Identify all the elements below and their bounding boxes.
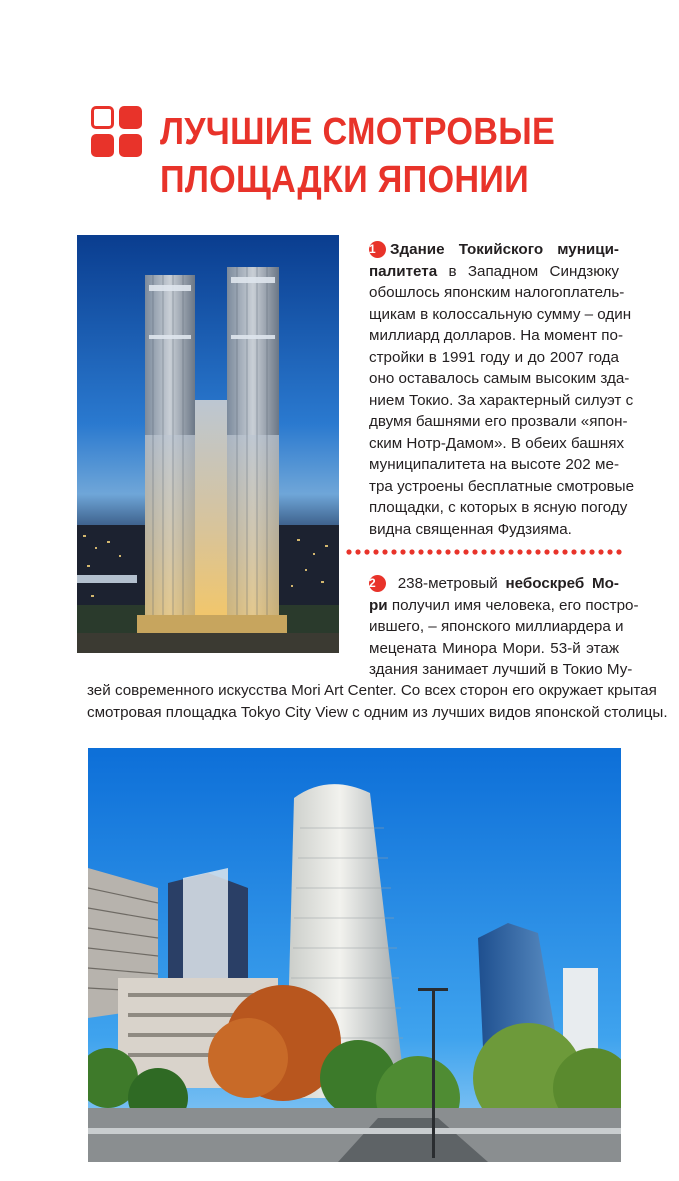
section-2-number-badge: 2 <box>369 575 386 592</box>
section-2-text-run: 238-метровый <box>390 575 506 592</box>
photo-tokyo-government-building <box>77 235 339 653</box>
section-1-heading-end: палитета <box>369 262 438 280</box>
page-title <box>160 108 630 204</box>
section-1-number-badge: 1 <box>369 241 386 258</box>
section-1-line <box>369 261 619 283</box>
section-2-line: мецената Минора Мори. 53-й этаж <box>369 639 619 657</box>
section-2-text <box>369 573 639 681</box>
section-2-line: смотровая площадка Tokyo City View с одним из лучших видов японской столицы. <box>87 703 668 721</box>
section-logo-icon <box>91 106 143 158</box>
section-2-text-wide <box>87 680 668 723</box>
section-1-heading: Здание Токийского муници- <box>390 241 619 258</box>
section-1-text <box>369 239 635 540</box>
section-2-line: зей современного искусства Mori Art Center. Со всех сторон его окружает крытая <box>87 682 657 699</box>
section-2-line: здания занимает лучший в Токио Му- <box>369 661 633 678</box>
section-1-line: щикам в колоссальную сумму – один <box>369 305 632 323</box>
section-2-heading: небоскреб Мо- <box>505 575 619 592</box>
section-1-line: обошлось японским налогоплатель- <box>369 284 625 301</box>
section-1-line: миллиард долларов. На момент по- <box>369 327 624 344</box>
dotted-divider <box>345 548 625 556</box>
section-2-text-run: получил имя человека, его постро- <box>387 596 639 614</box>
section-2-line <box>369 573 619 595</box>
section-1-line: площадки, с которых в ясную погоду <box>369 499 628 516</box>
section-1-line: нием Токио. За характерный силуэт с <box>369 391 634 409</box>
section-1-line: тра устроены бесплатные смотровые <box>369 477 635 495</box>
title-line-1: ЛУЧШИЕ СМОТРОВЫЕ <box>160 111 556 153</box>
section-1-text-run: в Западном Синдзюку <box>437 262 619 280</box>
title-line-2: ПЛОЩАДКИ ЯПОНИИ <box>160 159 529 201</box>
section-2-line: ившего, – японского миллиардера и <box>369 618 624 635</box>
section-1-line: видна священная Фудзияма. <box>369 520 572 538</box>
section-1-line <box>369 239 619 261</box>
section-1-line: ским Нотр-Дамом». В обеих башнях <box>369 434 625 452</box>
section-2-heading-end: ри <box>369 596 388 614</box>
section-1-line: оно оставалось самым высоким зда- <box>369 370 630 387</box>
photo-mori-tower-street <box>88 748 621 1162</box>
section-2-line <box>369 595 639 617</box>
section-1-line: муниципалитета на высоте 202 ме- <box>369 456 619 473</box>
section-1-line: двумя башнями его прозвали «япон- <box>369 413 628 430</box>
section-1-line: стройки в 1991 году и до 2007 года <box>369 348 619 366</box>
